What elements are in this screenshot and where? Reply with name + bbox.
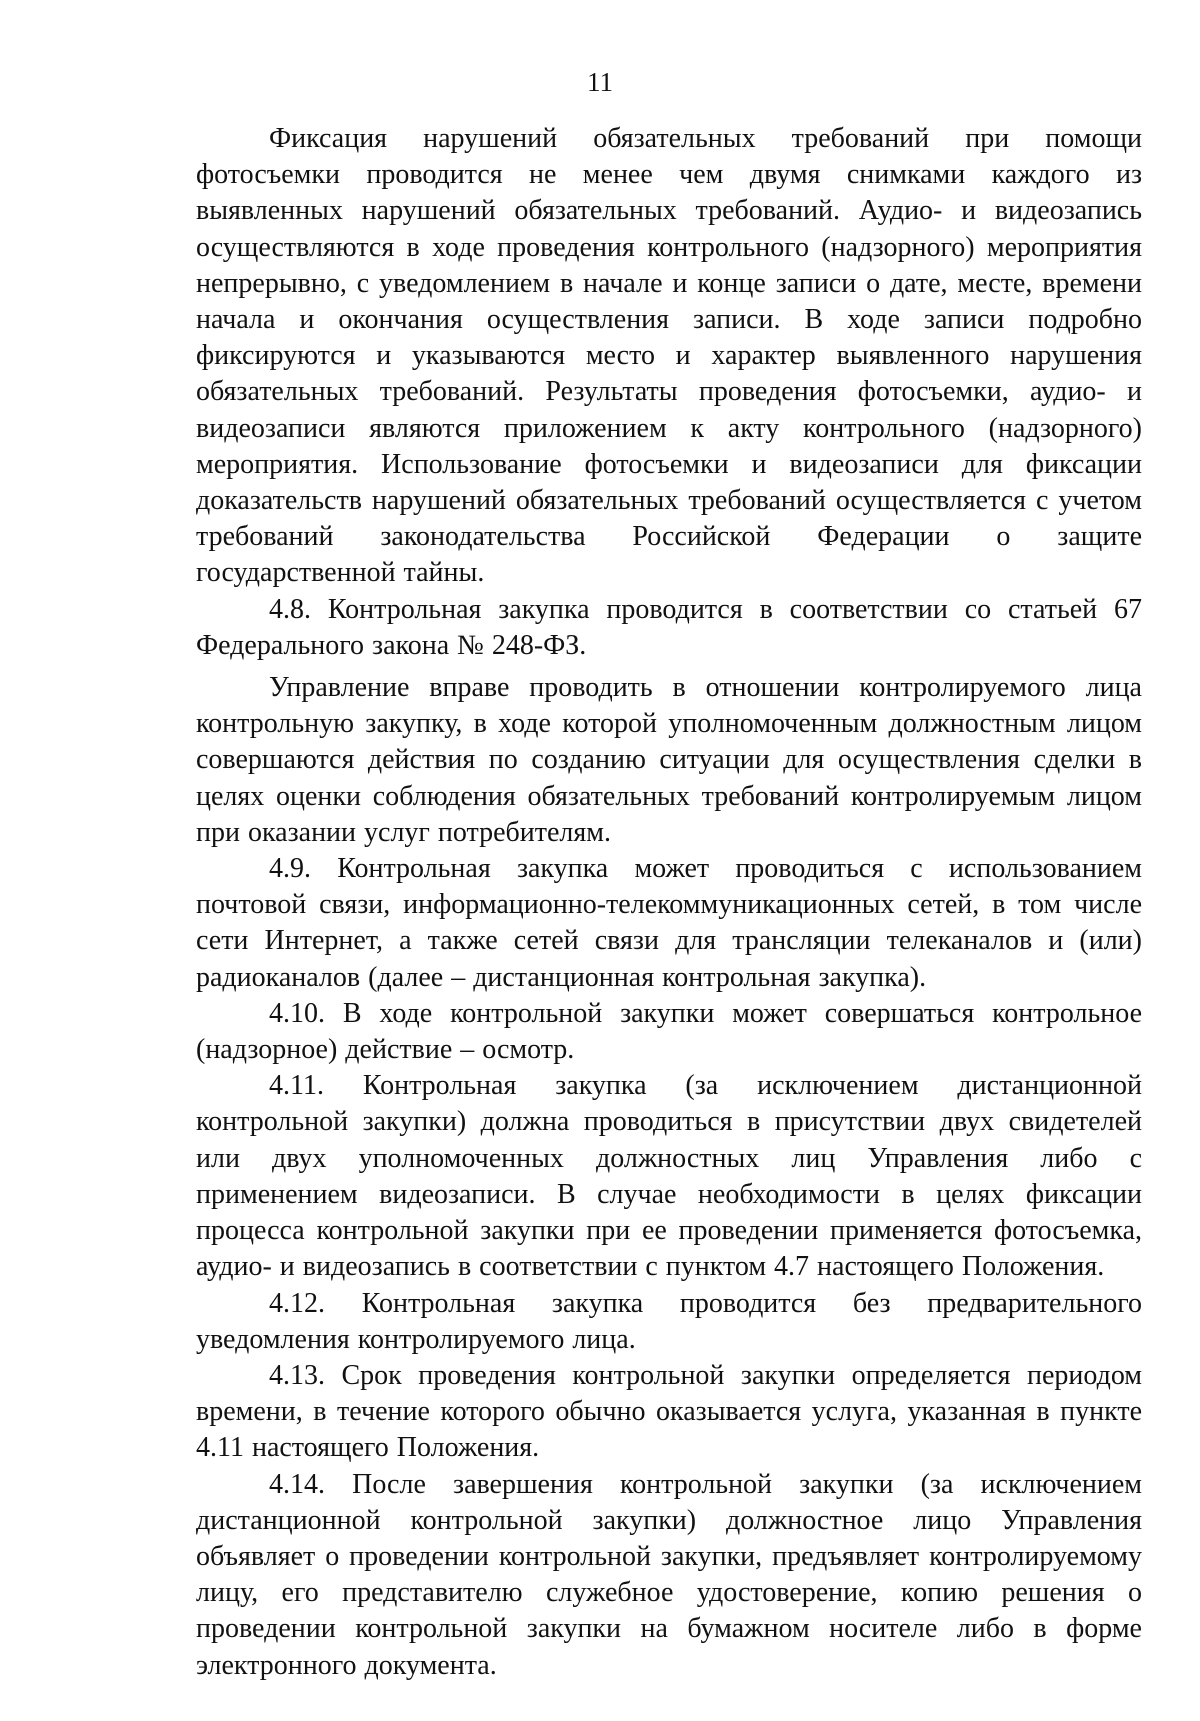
paragraph-4-10: 4.10. В ходе контрольной закупки может совершаться контрольное (надзорное) действие – осмотр.: [196, 997, 1142, 1066]
paragraph-4-12: 4.12. Контрольная закупка проводится без предварительного уведомления контролируемого лица.: [196, 1287, 1142, 1355]
document-body: [196, 121, 1142, 1684]
paragraph-4-8: 4.8. Контрольная закупка проводится в соответствии со статьей 67 Федерального закона № 248-ФЗ.: [196, 593, 1142, 661]
paragraph-photo-video-fixation: Фиксация нарушений обязательных требований при помощи фотосъемки проводится не менее чем двумя снимками каждого из выявленных нарушений обязательных требований. Аудио- и видеозапись осуществляются в ходе проведения контрольного (надзорного) мероприятия непрерывно, с уведомлением в начале и конце записи о дате, месте, времени начала и окончания осуществления записи. В ходе записи подробно фиксируются и указываются место и характер выявленного нарушения обязательных требований. Результаты проведения фотосъемки, аудио- и видеозаписи являются приложением к акту контрольного (надзорного) мероприятия. Использование фотосъемки и видеозаписи для фиксации доказательств нарушений обязательных требований осуществляется с учетом требований законодательства Российской Федерации о защите государственной тайны.: [196, 123, 1142, 589]
paragraph-4-14: 4.14. После завершения контрольной закупки (за исключением дистанционной контрольной закупки) должностное лицо Управления объявляет о проведении контрольной закупки, предъявляет контролируемому лицу, его представителю служебное удостоверение, копию решения о проведении контрольной закупки на бумажном носителе либо в форме электронного документа.: [196, 1468, 1142, 1681]
paragraph-4-13: 4.13. Срок проведения контрольной закупки определяется периодом времени, в течение которого обычно оказывается услуга, указанная в пункте 4.11 настоящего Положения.: [196, 1359, 1142, 1464]
page-number: 11: [587, 67, 613, 97]
paragraph-control-purchase-right: Управление вправе проводить в отношении контролируемого лица контрольную закупку, в ходе которой уполномоченным должностным лицом совершаются действия по созданию ситуации для осуществления сделки в целях оценки соблюдения обязательных требований контролируемым лицом при оказании услуг потребителям.: [196, 672, 1142, 848]
paragraph-4-11: 4.11. Контрольная закупка (за исключением дистанционной контрольной закупки) должна проводиться в присутствии двух свидетелей или двух уполномоченных должностных лиц Управления либо с применением видеозаписи. В случае необходимости в целях фиксации процесса контрольной закупки при ее проведении применяется фотосъемка, аудио- и видеозапись в соответствии с пунктом 4.7 настоящего Положения.: [196, 1070, 1142, 1283]
paragraph-4-9: 4.9. Контрольная закупка может проводиться с использованием почтовой связи, информационно-телекоммуникационных сетей, в том числе сети Интернет, а также сетей связи для трансляции телеканалов и (или) радиоканалов (далее – дистанционная контрольная закупка).: [196, 853, 1142, 993]
